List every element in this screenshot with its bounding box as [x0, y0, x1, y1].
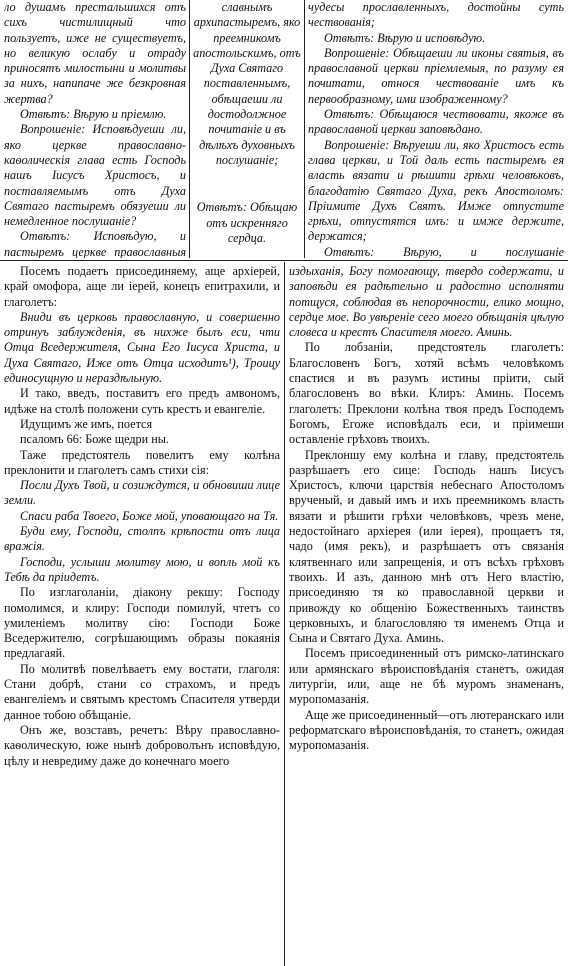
paragraph: Преклоншу ему колѣна и главу, предстоятель разрѣшаетъ его сице: Господь нашъ Іисусъ Христосъ, ключи царствія небеснаго Апостоломъ врученый, и давый имъ и ихъ преемникомъ власть вязати и рѣшити грѣхи человѣковъ, чрезъ мене, недостойнаго архіерея (или іерея), прощаетъ тя, чадо (имя рекъ), и разрѣшаетъ отъ связанія клятвеннаго или запрещенія, и отъ всѣхъ грѣховъ твоихъ. И азъ, данною мнѣ отъ Него властію, присоединяю тя ко православной церкви и привожду ко общенію Божественныхъ таинствъ церковныхъ, и благословляю тя именемъ Отца и Сына и Святаго Духа. Аминь. — [289, 447, 564, 646]
paragraph: Идущимъ же имъ, поется — [20, 416, 153, 431]
paragraph: По молитвѣ повелѣваетъ ему востати, глаголя: Стани добрѣ, стани со страхомъ, и предъ евангеліемъ и святымъ крестомъ Спасителя утверди данное тобою обѣщаніе. — [4, 661, 280, 722]
paragraph: Отвѣтъ: Вѣрую и пріемлю. — [20, 107, 167, 122]
paragraph: Спаси раба Твоего, Боже мой, уповающаго на Тя. — [20, 508, 279, 523]
paragraph: И тако, введъ, поставитъ его предъ амвономъ, идѣже на столѣ положени суть крестъ и евангеліе. — [4, 386, 280, 416]
paragraph: Посемъ подаетъ присоединяему, аще архіерей, край омофора, аще ли іерей, конецъ епитрахили, и глаголетъ: — [4, 264, 280, 309]
paragraph: Таже предстоятель повелитъ ему колѣна преклонити и глаголетъ самъ стихи сія: — [4, 447, 280, 477]
paragraph: Посли Духъ Твой, и созиждутся, и обновиши лице земли. — [4, 478, 280, 508]
column-divider — [304, 0, 305, 258]
paragraph: Отвѣтъ: Вѣрую и исповѣдую. — [324, 30, 486, 45]
paragraph: Отвѣтъ: Вѣрую, и послушаніе — [324, 244, 564, 258]
paragraph: Вопрошеніе: Вѣруеши ли, яко Христосъ есть глава церкви, и Той даль есть пастыремъ ея власть вязати и рѣшити грѣхи человѣковъ, благодатію Святаго Духа, рекъ Апостоломъ: Пріимите Духъ Святъ. Имже отпустите грѣхи, отпустятся имъ: и имже держите, держатся; — [308, 137, 564, 244]
top-middle-column — [193, 0, 301, 258]
paragraph: Вниди въ церковь православную, и совершенно отринуъ заблужденія, въ нихже былъ еси, чти Отца Вседержителя, Сына Его Іисуса Христа, и Духа Святаго, Иже отъ Отца исходитъ¹), Троицу единосущную и нераздѣльную. — [4, 309, 280, 386]
bottom-left-column — [4, 264, 280, 966]
column-divider — [284, 262, 285, 966]
paragraph: Аще же присоединенный—отъ лютеранскаго или реформатскаго вѣроисповѣданія, то станетъ, ожидая муропомазанія. — [289, 707, 564, 753]
paragraph: Отвѣтъ: Обѣщаю отъ искренняго сердца. — [196, 200, 298, 245]
paragraph: Вопрошеніе: Обѣщаеши ли иконы святыя, въ православной церкви пріемлемыя, по разуму ея почитати, относя чествованіе имъ къ первообразному, ими изображенному? — [308, 45, 564, 106]
paragraph: издыханія, Богу помогающу, твердо содержати, и заповѣди ея радѣтельно и радостно исполняти потщуся, соблюдая въ непорочности, елико мощно, сердце мое. Во увѣреніе сего моего обѣщанія цѣлую словеса и крестъ Спасителя моего. Аминь. — [289, 264, 564, 340]
paragraph: Отвѣтъ: Обѣщаюся чествовати, якоже въ православной церкви заповѣдано. — [308, 107, 564, 137]
paragraph: Онъ же, возставъ, речетъ: Вѣру православно-каѳолическую, юже нынѣ доброволънъ исповѣдую, цѣлу и невредиму даже до конечнаго моего — [4, 722, 280, 768]
paragraph: чудесы прославленныхъ, достойны суть чествованія; — [308, 0, 564, 30]
column-divider — [189, 0, 190, 258]
paragraph: Господи, услыши молитву мою, и вопль мой къ Тебѣ да пріидетъ. — [4, 554, 280, 584]
paragraph: Вопрошеніе: Исповѣдуеши ли, яко церкве православно-каѳолическія глава есть Господь нашъ Іисусъ Христосъ, и поставляемымъ отъ Духа Святаго пастыремъ обязуеши ли немедленное послушаніе? — [4, 122, 186, 229]
paragraph: По изглаголаніи, діакону рекшу: Господу помолимся, и клиру: Господи помилуй, чтетъ со умиленіемъ молитву сію: Господи Боже Вседержителю, согрѣшающимъ образы покаянія предлагаяй. — [4, 585, 280, 661]
paragraph: псаломъ 66: Боже щедри ны. — [20, 432, 169, 447]
top-right-column — [308, 0, 564, 258]
paragraph: Буди ему, Господи, столпъ крѣпости отъ лица вражія. — [4, 524, 280, 554]
bottom-right-column — [289, 264, 564, 966]
section-divider — [0, 260, 568, 261]
top-left-column — [4, 0, 186, 258]
paragraph: По лобзаніи, предстоятель глаголетъ: Благословенъ Богъ, хотяй всѣмъ человѣкомъ спастися и въ разумъ истины пріити, сый благословенъ во вѣки. Клиръ: Аминь. Посемъ глаголетъ: Преклони колѣна твоя предъ Господемъ Богомъ, Егоже исповѣдалъ еси, и пріимеши оставленіе грѣховъ твоихъ. — [289, 340, 564, 447]
paragraph: ло душамъ престальшихся отъ сихъ чистилищный что пользуетъ, иже не существуетъ, но великую ослабу и отраду приносятъ милостыни и молитвы за нихъ, напипаче же безкровная жертва? — [4, 0, 186, 106]
paragraph: Посемъ присоединенный отъ римско-латинскаго или армянскаго вѣроисповѣданія станетъ, ожидая литургіи, или, аще не бѣ муромъ знаменанъ, муропомазанія. — [289, 646, 564, 707]
paragraph: Отвѣтъ: Исповѣдую, и пастыремъ церкве православныя — [4, 229, 186, 258]
paragraph: славнымъ архипастыремъ, яко преемникомъ апостольскимъ, отъ Духа Святаго поставленнымъ, обѣщаеши ли достодолжное почитаніе и въ дѣлѣхъ духовныхъ послушаніе; — [193, 0, 301, 167]
